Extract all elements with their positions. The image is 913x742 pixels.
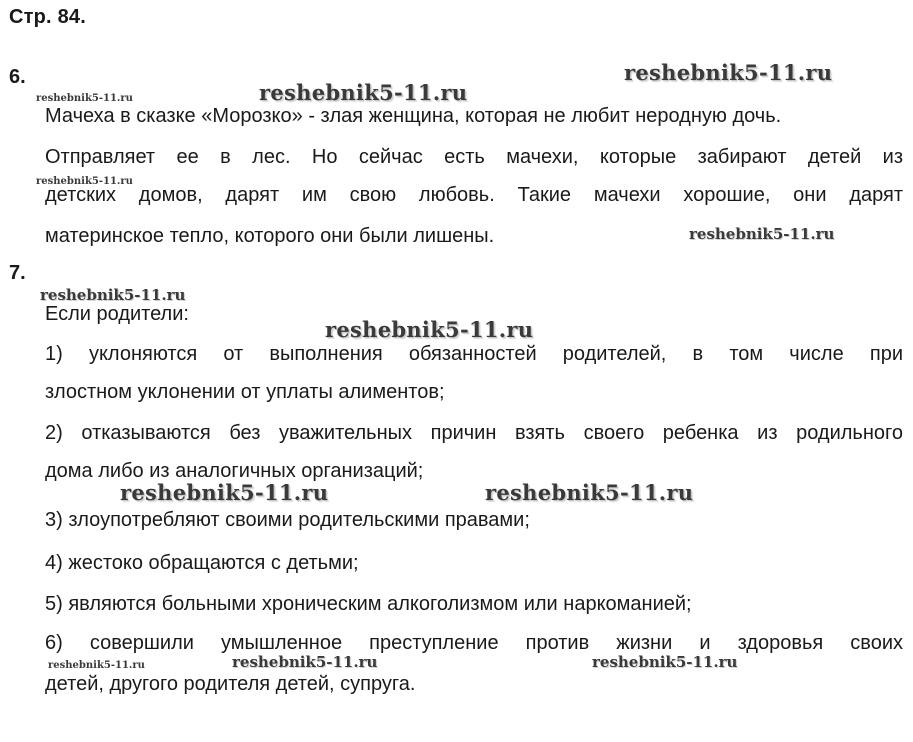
list-item-2-line-2: дома либо из аналогичных организаций;	[45, 460, 424, 482]
watermark: reshebnik5-11.ru	[259, 80, 468, 105]
watermark: reshebnik5-11.ru	[325, 317, 534, 342]
task-6-line-4: материнское тепло, которого они были лишены.	[45, 225, 495, 247]
list-item-4: 4) жестоко обращаются с детьми;	[45, 552, 359, 574]
task-7-intro: Если родители:	[45, 303, 189, 325]
watermark: reshebnik5-11.ru	[36, 176, 133, 187]
task-6-line-1: Мачеха в сказке «Морозко» - злая женщина, которая не любит неродную дочь.	[45, 105, 782, 127]
list-item-3: 3) злоупотребляют своими родительскими правами;	[45, 509, 530, 531]
task-6-line-3: детских домов, дарят им свою любовь. Такие мачехи хорошие, они дарят	[45, 184, 903, 206]
watermark: reshebnik5-11.ru	[624, 60, 833, 85]
list-item-1-line-1: 1) уклоняются от выполнения обязанностей родителей, в том числе при	[45, 343, 903, 365]
task-7-number: 7.	[9, 262, 26, 284]
watermark: reshebnik5-11.ru	[40, 286, 186, 304]
watermark: reshebnik5-11.ru	[232, 653, 378, 671]
page-title: Стр. 84.	[9, 6, 86, 28]
task-6-line-2: Отправляет ее в лес. Но сейчас есть мачехи, которые забирают детей из	[45, 146, 903, 168]
watermark: reshebnik5-11.ru	[592, 653, 738, 671]
list-item-1-line-2: злостном уклонении от уплаты алиментов;	[45, 381, 445, 403]
watermark: reshebnik5-11.ru	[48, 660, 145, 671]
list-item-2-line-1: 2) отказываются без уважительных причин взять своего ребенка из родильного	[45, 422, 903, 444]
list-item-6-line-1: 6) совершили умышленное преступление против жизни и здоровья своих	[45, 632, 903, 654]
watermark: reshebnik5-11.ru	[36, 93, 133, 104]
list-item-6-line-2: детей, другого родителя детей, супруга.	[45, 673, 416, 695]
list-item-5: 5) являются больными хроническим алкоголизмом или наркоманией;	[45, 593, 692, 615]
task-6-number: 6.	[9, 66, 26, 88]
watermark: reshebnik5-11.ru	[485, 480, 694, 505]
watermark: reshebnik5-11.ru	[689, 225, 835, 243]
watermark: reshebnik5-11.ru	[120, 480, 329, 505]
